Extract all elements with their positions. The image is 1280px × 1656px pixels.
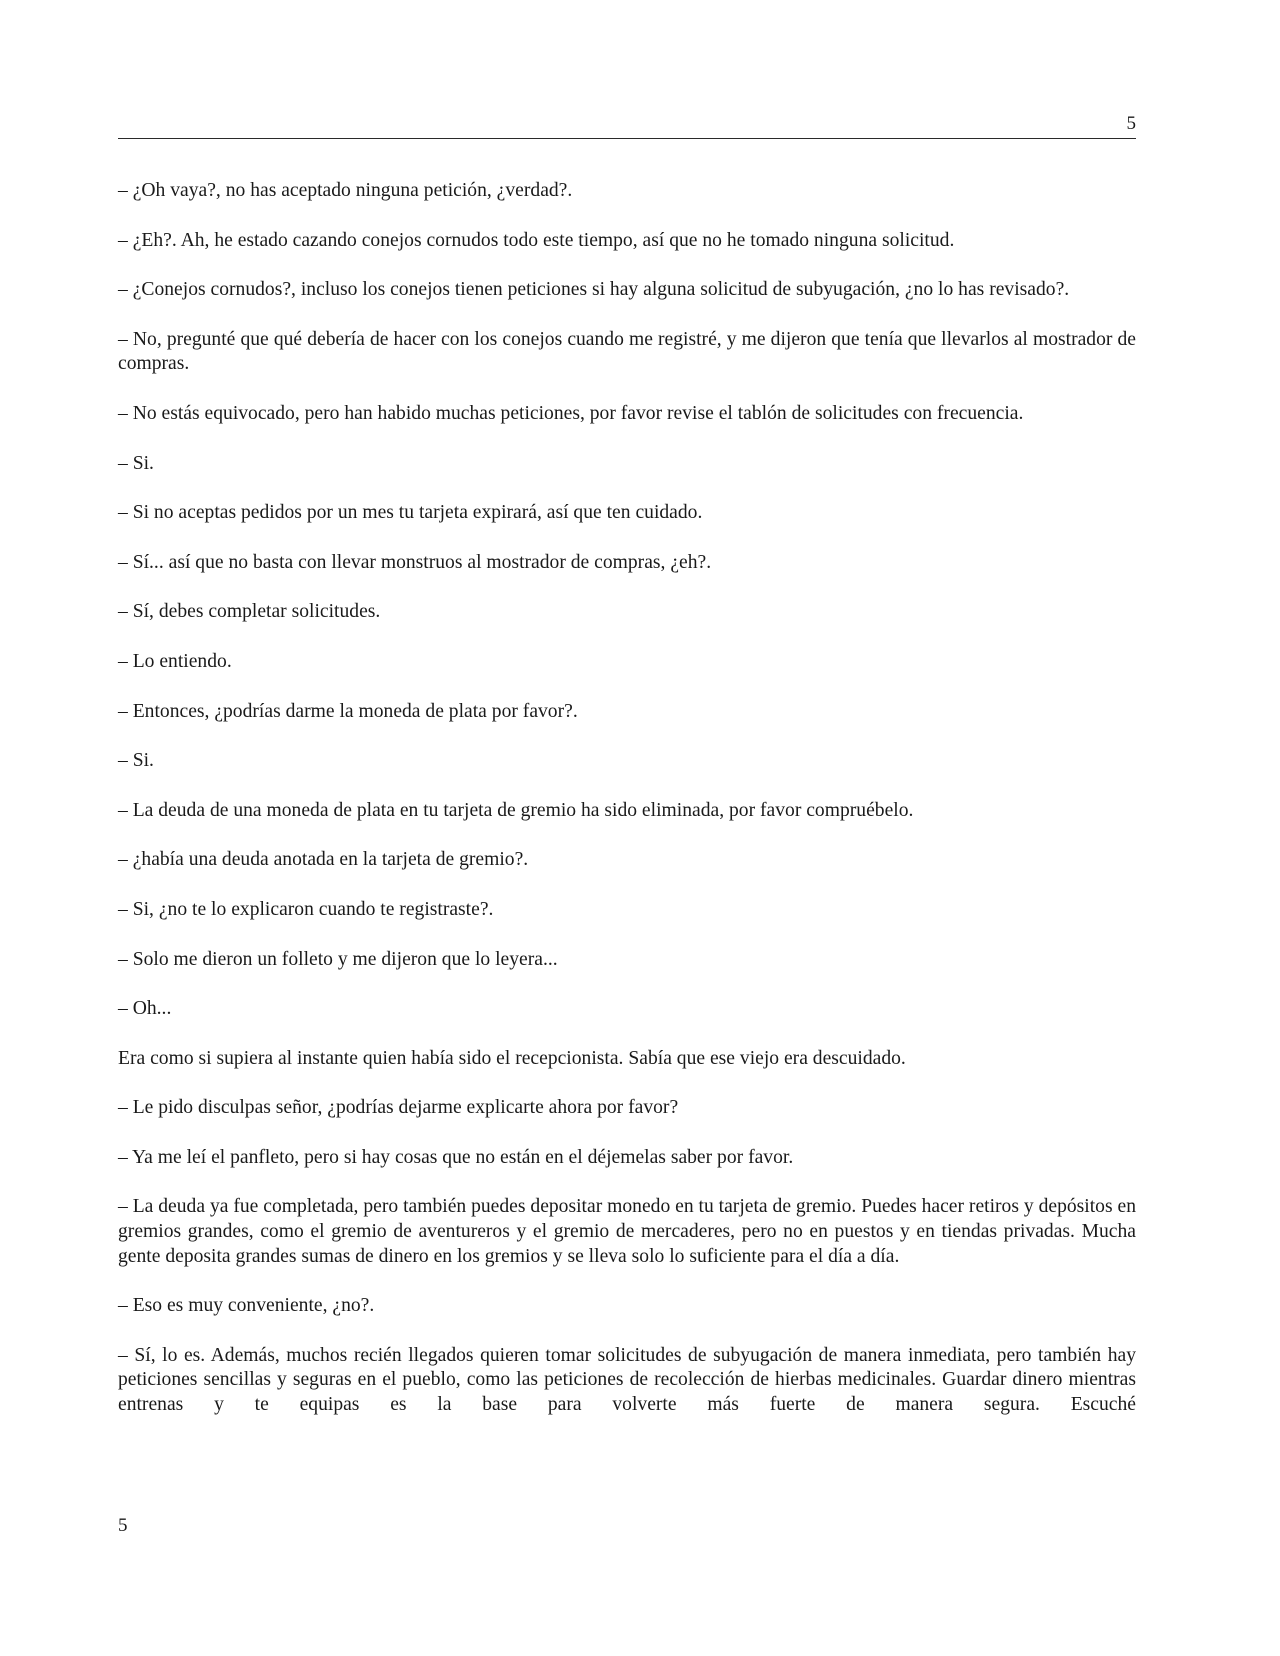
paragraph: – Si, ¿no te lo explicaron cuando te registraste?. [118,898,494,920]
paragraph: – La deuda de una moneda de plata en tu tarjeta de gremio ha sido eliminada, por favor compruébelo. [118,799,914,821]
paragraph: – Si. [118,750,154,772]
paragraph: – Le pido disculpas señor, ¿podrías dejarme explicarte ahora por favor? [118,1097,679,1119]
paragraph: – ¿Eh?. Ah, he estado cazando conejos cornudos todo este tiempo, así que no he tomado ninguna solicitud. [118,229,955,251]
header-page-number: 5 [1126,113,1136,134]
paragraph: – No, pregunté que qué debería de hacer con los conejos cuando me registré, y me dijeron que tenía que llevarlos al mostrador de compras. [118,328,1136,375]
body-text [118,179,1136,1443]
paragraph: – Si no aceptas pedidos por un mes tu tarjeta expirará, así que ten cuidado. [118,502,703,524]
paragraph: – La deuda ya fue completada, pero también puedes depositar monedo en tu tarjeta de gremio. Puedes hacer retiros y depósitos en gremios grandes, como el gremio de aventureros y el gremio de mercaderes, pero no en puestos y en tiendas privadas. Mucha gente deposita grandes sumas de dinero en los gremios y se lleva solo lo suficiente para el día a día. [118,1196,1136,1267]
narration-paragraph: Era como si supiera al instante quien había sido el recepcionista. Sabía que ese viejo era descuidado. [118,1047,906,1069]
paragraph: – ¿Conejos cornudos?, incluso los conejos tienen peticiones si hay alguna solicitud de subyugación, ¿no lo has revisado?. [118,279,1070,301]
paragraph: – Entonces, ¿podrías darme la moneda de plata por favor?. [118,700,578,722]
paragraph: – ¿había una deuda anotada en la tarjeta de gremio?. [118,849,529,871]
paragraph-continued: – Sí, lo es. Además, muchos recién llegados quieren tomar solicitudes de subyugación de manera inmediata, pero también hay peticiones sencillas y seguras en el pueblo, como las peticiones de recolección de hierbas medicinales. Guardar dinero mientras entrenas y te equipas es la base para volverte más fuerte de manera segura. Escuché [118,1344,1136,1416]
paragraph: – Solo me dieron un folleto y me dijeron que lo leyera... [118,948,558,970]
running-header [118,112,1136,139]
paragraph: – Sí... así que no basta con llevar monstruos al mostrador de compras, ¿eh?. [118,551,712,573]
paragraph: – Oh... [118,998,172,1020]
paragraph: – Eso es muy conveniente, ¿no?. [118,1295,375,1317]
paragraph: – Si. [118,452,154,474]
paragraph: – Lo entiendo. [118,650,232,672]
paragraph: – ¿Oh vaya?, no has aceptado ninguna petición, ¿verdad?. [118,180,573,201]
paragraph: – Sí, debes completar solicitudes. [118,601,381,623]
paragraph: – No estás equivocado, pero han habido muchas peticiones, por favor revise el tablón de solicitudes con frecuencia. [118,402,1024,424]
paragraph: – Ya me leí el panfleto, pero si hay cosas que no están en el déjemelas saber por favor. [118,1146,794,1168]
footer-page-number: 5 [118,1515,128,1536]
